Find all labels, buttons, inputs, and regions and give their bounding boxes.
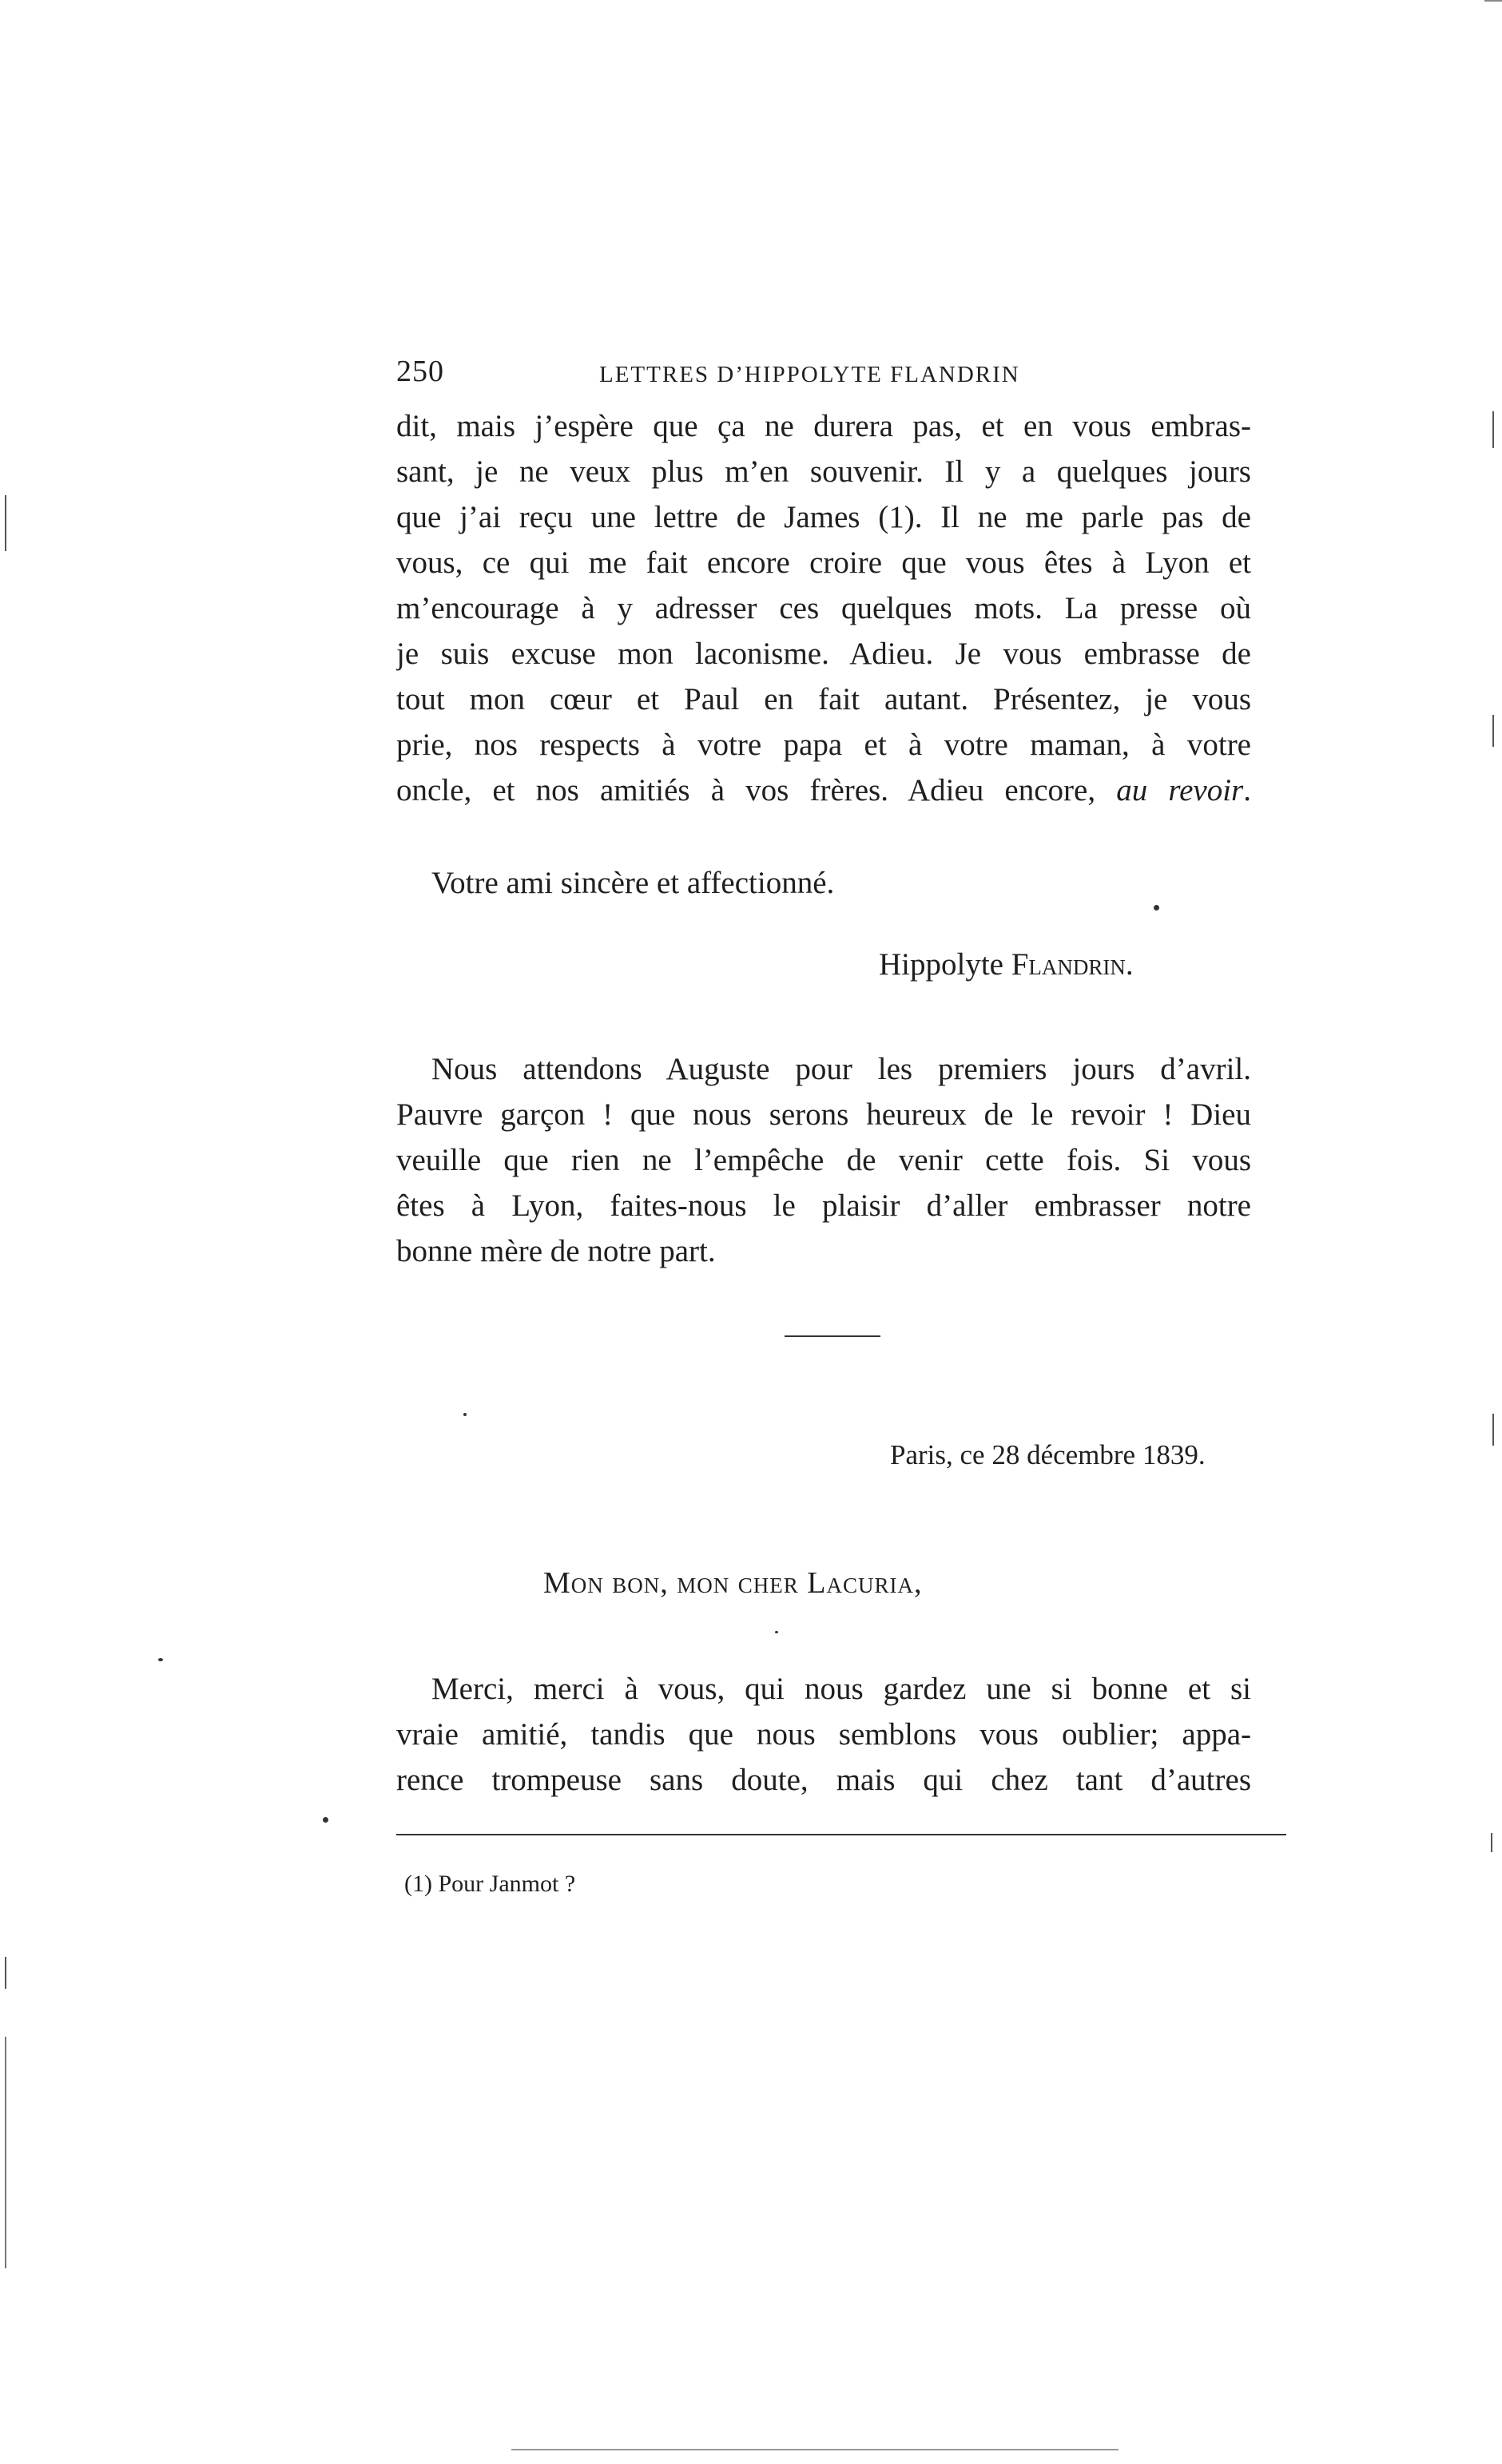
signature: [879, 946, 1134, 982]
footnote-divider: [396, 1834, 1286, 1835]
text-line: veuille que rien ne l’empêche de venir cette fois. Si vous: [396, 1143, 1251, 1177]
text-line: Merci, merci à vous, qui nous gardez une si bonne et si: [431, 1672, 1251, 1706]
signature-end: .: [1125, 947, 1134, 982]
letter-closing: Votre ami sincère et affectionné.: [431, 866, 835, 900]
running-title: LETTRES D’HIPPOLYTE FLANDRIN: [599, 362, 1020, 387]
text-line: prie, nos respects à votre papa et à votre maman, à votre: [396, 728, 1251, 762]
text-line: Pauvre garçon ! que nous serons heureux de le revoir ! Dieu: [396, 1097, 1251, 1132]
scan-mark: [511, 2449, 1119, 2450]
section-divider: [785, 1335, 880, 1337]
letter-salutation: Mon bon, mon cher Lacuria,: [543, 1566, 923, 1600]
letter-paragraph: [396, 403, 1251, 813]
ink-speck: [463, 1413, 467, 1416]
letter-paragraph: [396, 1666, 1251, 1803]
letter-dateline: Paris, ce 28 décembre 1839.: [890, 1439, 1206, 1470]
footnote: (1) Pour Janmot ?: [404, 1871, 576, 1897]
text-line: bonne mère de notre part.: [396, 1234, 716, 1268]
text-line: je suis excuse mon laconisme. Adieu. Je vous embrasse de: [396, 637, 1251, 671]
scan-mark: [5, 1957, 6, 1989]
signature-last-name: Flandrin: [1011, 947, 1126, 982]
signature-first-name: Hippolyte: [879, 947, 1011, 982]
running-head: [396, 354, 1259, 394]
scan-mark: [1491, 1833, 1492, 1852]
text-line: sant, je ne veux plus m’en souvenir. Il y a quelques jours: [396, 454, 1251, 489]
ink-speck: [1154, 905, 1159, 911]
text-line: vous, ce qui me fait encore croire que vous êtes à Lyon et: [396, 546, 1251, 580]
scan-mark: [1492, 411, 1494, 448]
text-line: Nous attendons Auguste pour les premiers jours d’avril.: [431, 1052, 1251, 1086]
text-line: que j’ai reçu une lettre de James (1). Il ne me parle pas de: [396, 500, 1251, 534]
scan-mark: [1492, 1414, 1494, 1446]
scan-mark: [1492, 715, 1494, 747]
scan-mark: [5, 495, 6, 551]
text-line: êtes à Lyon, faites-nous le plaisir d’aller embrasser notre: [396, 1188, 1251, 1223]
text-line: rence trompeuse sans doute, mais qui chez tant d’autres: [396, 1763, 1251, 1797]
postscript-paragraph: [396, 1046, 1251, 1274]
ink-speck: [323, 1817, 328, 1823]
text-line: vraie amitié, tandis que nous semblons vous oublier; appa-: [396, 1717, 1251, 1752]
italic-phrase: au revoir: [1116, 773, 1244, 807]
scan-mark: [1484, 0, 1502, 2]
text-line: [396, 768, 1251, 813]
text-segment: oncle, et nos amitiés à vos frères. Adieu encore,: [396, 773, 1117, 807]
text-line: tout mon cœur et Paul en fait autant. Présentez, je vous: [396, 682, 1251, 716]
text-line: m’encourage à y adresser ces quelques mots. La presse où: [396, 591, 1251, 625]
text-segment: .: [1243, 773, 1251, 807]
ink-speck: [775, 1631, 778, 1633]
text-line: dit, mais j’espère que ça ne durera pas, et en vous embras-: [396, 409, 1251, 443]
ink-speck: [158, 1658, 163, 1661]
page-number: 250: [396, 355, 444, 388]
scan-mark: [5, 2037, 6, 2268]
